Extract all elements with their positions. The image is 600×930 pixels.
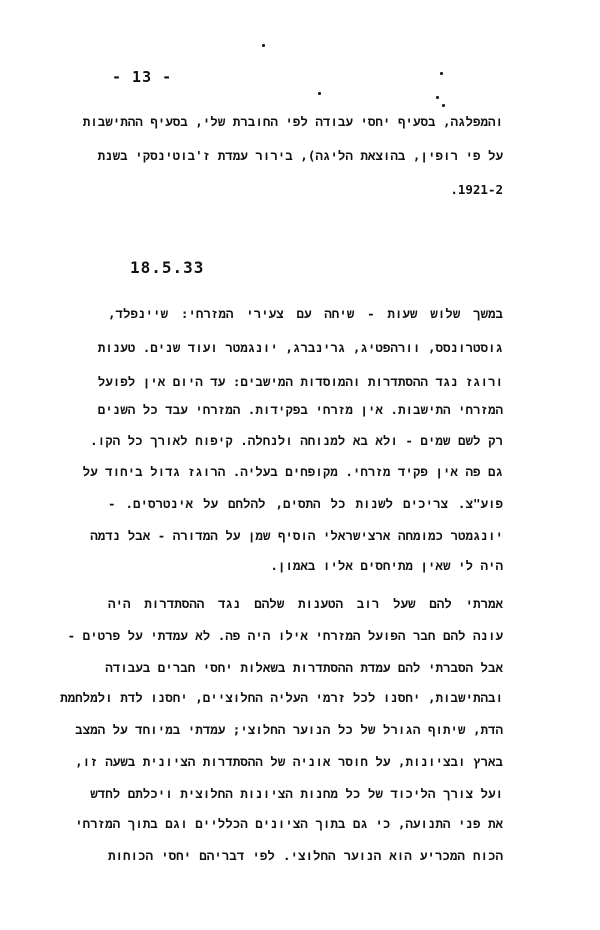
scan-speck [436,96,439,99]
text-line: אבל הסברתי להם עמדת ההסתדרות בשאלות יחסי חברים בעבודה [105,660,503,675]
entry-date: 18.5.33 [130,258,205,277]
text-line: פוע"צ. צריכים לשנות כל התסים, להלחם על אינטרסים. - [108,496,503,511]
text-line: .1921-2 [450,182,503,197]
text-line: אמרתי להם שעל רוב הטענות שלהם נגד ההסתדרות היה [108,596,503,611]
text-line: את פני התנועה, כי גם בתוך הציונים הכלליים וגם בתוך המזרחי [75,816,503,831]
text-line: בארץ ובציונות, על חוסר אוניה של ההסתדרות הציונית בשעה זו, [75,754,503,769]
text-line: גוסטרונסס, וורהפטיג, גרינברג, יונגמטר ועוד שנים. טענות [97,340,503,355]
text-line: ועל צורך הליכוד של כל מחנות הציונות החלוצית ויכלתם לחדש [90,786,503,801]
text-line: גם פה אין פקיד מזרחי. מקופחים בעליה. הרוגז גדול ביחוד על [82,464,503,479]
scan-speck [442,104,445,107]
text-line: ורוגז נגד ההסתדרות והמוסדות המישבים: עד היום אין לפועל [97,374,503,389]
text-line: עונה להם חבר הפועל המזרחי אילו היה פה. לא עמדתי על פרטים - [67,628,503,643]
text-line: ובהתישבות, יחסנו לכל זרמי העליה החלוציים, יחסנו לדת ולמלחמת [60,690,503,705]
page-number: - 13 - [112,68,173,86]
scan-speck [262,44,265,47]
scan-speck [318,92,321,95]
text-line: הכוח המכריע הוא הנוער החלוצי. לפי דבריהם יחסי הכוחות [108,848,503,863]
text-line: יונגמטר כמומחה ארצישראלי הוסיף שמן על המדורה - אבל נדמה [90,528,503,543]
text-line: רק לשם שמים - ולא בא למנוחה ולנחלה. קיפוח לאורך כל הקו. [90,433,503,448]
text-line: היה לי שאין מתיחסים אליו באמון. [270,558,503,573]
text-line: המזרחי התישבות. אין מזרחי בפקידות. המזרחי עבד כל השנים [97,402,503,417]
scan-speck [440,72,443,75]
text-line: והמפלגה, בסעיף יחסי עבודה לפי החוברת שלי, בסעיף ההתישבות [82,114,503,129]
text-line: על פי רופין, בהוצאת הליגה), בירור עמדת ז'בוטינסקי בשנת [97,148,503,163]
text-line: במשך שלוש שעות - שיחה עם צעירי המזרחי: שיינפלד, [108,306,503,321]
text-line: הדת, שיתוף הגורל של כל הנוער החלוצי; עמדתי במיוחד על המצב [75,722,503,737]
